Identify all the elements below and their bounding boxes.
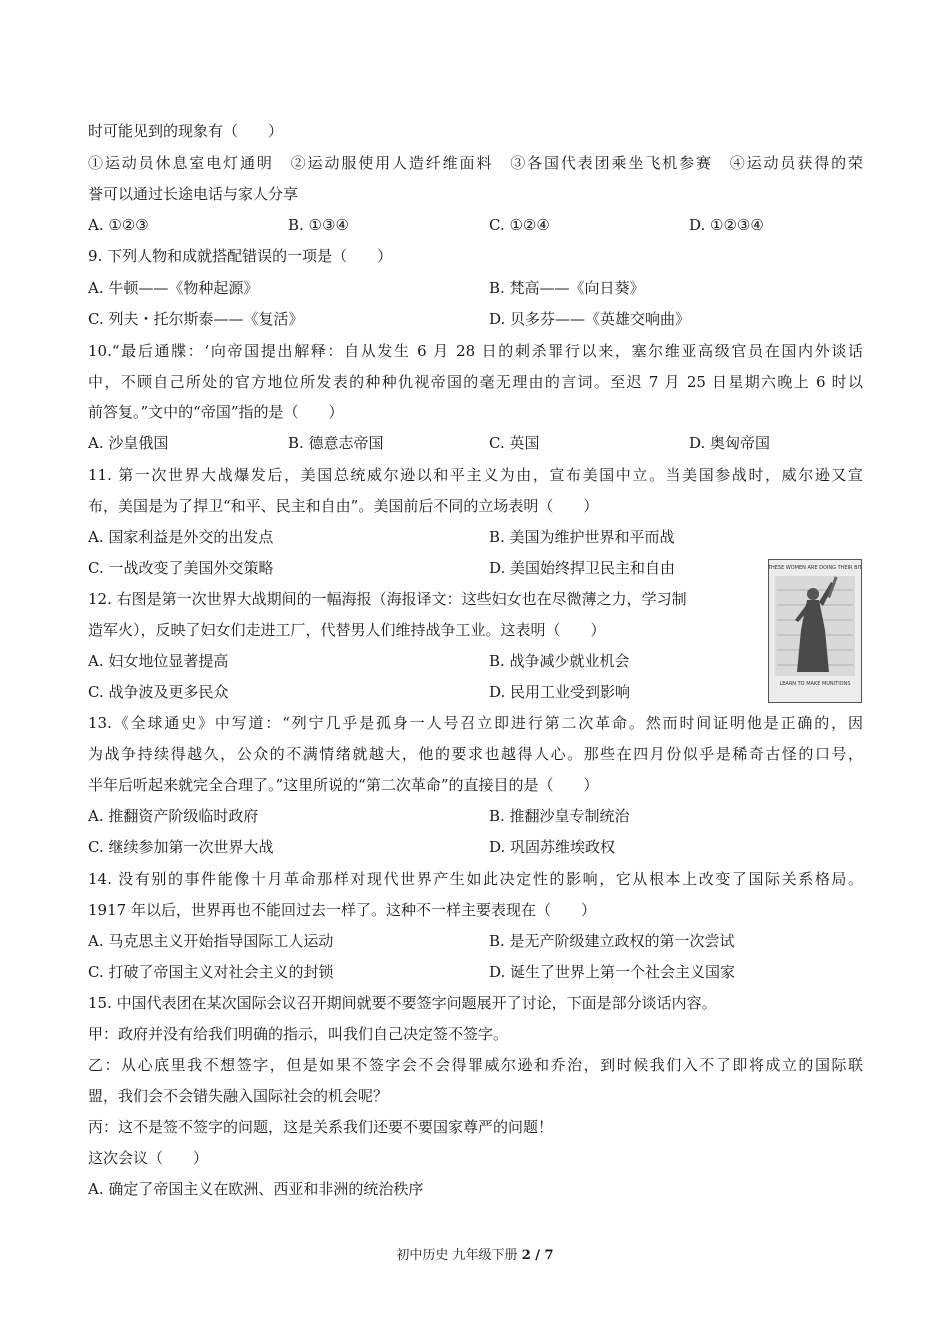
q8-stem-continued: 时可能见到的现象有（ ） [88, 122, 284, 140]
q10-option-c: C. 英国 [489, 434, 540, 452]
q9-option-a: A. 牛顿——《物种起源》 [88, 279, 259, 297]
q11-option-c: C. 一战改变了美国外交策略 [88, 559, 274, 577]
q11-stem-line1: 11. 第一次世界大战爆发后，美国总统威尔逊以和平主义为由，宣布美国中立。当美国参战时，威尔逊又宣 [88, 466, 863, 484]
q14-option-a: A. 马克思主义开始指导国际工人运动 [88, 932, 334, 950]
q10-stem-line1: 10.“最后通牒：‘向帝国提出解释：自从发生 6 月 28 日的刺杀罪行以来，塞尔维亚高级官员在国内外谈话 [88, 342, 863, 360]
q13-option-a: A. 推翻资产阶级临时政府 [88, 807, 259, 825]
q8-option-a: A. ①②③ [88, 216, 149, 234]
q15-stem: 15. 中国代表团在某次国际会议召开期间就要不要签字问题展开了讨论，下面是部分谈话内容。 [88, 994, 717, 1012]
q8-statements-line2: 誉可以通过长途电话与家人分享 [88, 185, 299, 203]
q11-option-d: D. 美国始终捍卫民主和自由 [489, 559, 676, 577]
q8-statements-line1: ①运动员休息室电灯通明 ②运动服使用人造纤维面料 ③各国代表团乘坐飞机参赛 ④运动员获得的荣 [88, 154, 863, 172]
q15-option-a: A. 确定了帝国主义在欧洲、西亚和非洲的统治秩序 [88, 1180, 424, 1198]
q15-dialogue-yi-line2: 盟，我们会不会错失融入国际社会的机会呢？ [88, 1087, 389, 1105]
q13-stem-line2: 为战争持续得越久，公众的不满情绪就越大，他的要求也越得人心。那些在四月份似乎是稀奇古怪的口号， [88, 745, 863, 763]
footer-label: 初中历史 九年级下册 [396, 1248, 518, 1263]
poster-bottom-text: LEARN TO MAKE MUNITIONS [779, 681, 851, 687]
q11-option-a: A. 国家利益是外交的出发点 [88, 528, 274, 546]
q13-option-d: D. 巩固苏维埃政权 [489, 838, 616, 856]
q9-stem: 9. 下列人物和成就搭配错误的一项是（ ） [88, 247, 393, 265]
q11-stem-line2: 布，美国是为了捍卫“和平、民主和自由”。美国前后不同的立场表明（ ） [88, 497, 599, 515]
q15-dialogue-yi-line1: 乙：从心底里我不想签字，但是如果不签字会不会得罪威尔逊和乔治，到时候我们入不了即将成立的国际联 [88, 1056, 863, 1074]
q9-option-c: C. 列夫・托尔斯泰——《复活》 [88, 310, 304, 328]
q13-stem-line1: 13.《全球通史》中写道：“列宁几乎是孤身一人号召立即进行第二次革命。然而时间证明他是正确的，因 [88, 714, 863, 732]
q8-option-c: C. ①②④ [489, 216, 550, 234]
q14-stem-line2: 1917 年以后，世界再也不能回过去一样了。这种不一样主要表现在（ ） [88, 901, 596, 919]
q8-option-b: B. ①③④ [288, 216, 349, 234]
q12-option-a: A. 妇女地位显著提高 [88, 652, 229, 670]
q14-option-c: C. 打破了帝国主义对社会主义的封锁 [88, 963, 334, 981]
q14-option-b: B. 是无产阶级建立政权的第一次尝试 [489, 932, 735, 950]
q9-option-b: B. 梵高——《向日葵》 [489, 279, 645, 297]
q15-dialogue-bing: 丙：这不是签不签字的问题，这是关系我们还要不要国家尊严的问题！ [88, 1118, 554, 1136]
footer-page-number: 2 / 7 [521, 1248, 554, 1263]
q15-question: 这次会议（ ） [88, 1149, 209, 1167]
q10-option-d: D. 奥匈帝国 [689, 434, 771, 452]
page-footer [0, 1244, 950, 1263]
q10-stem-line3: 前答复。”文中的“帝国”指的是（ ） [88, 403, 344, 421]
q12-stem-line2: 造军火），反映了妇女们走进工厂，代替男人们维持战争工业。这表明（ ） [88, 621, 606, 639]
q15-dialogue-jia: 甲：政府并没有给我们明确的指示，叫我们自己决定签不签字。 [88, 1025, 509, 1043]
poster-top-text: THESE WOMEN ARE DOING THEIR BIT [769, 565, 861, 571]
q14-stem-line1: 14. 没有别的事件能像十月革命那样对现代世界产生如此决定性的影响，它从根本上改变了国际关系格局。 [88, 870, 863, 888]
q12-option-c: C. 战争波及更多民众 [88, 683, 229, 701]
q12-stem-line1: 12. 右图是第一次世界大战期间的一幅海报（海报译文：这些妇女也在尽微薄之力，学习制 [88, 590, 687, 608]
q8-option-d: D. ①②③④ [689, 216, 764, 234]
q13-stem-line3: 半年后听起来就完全合理了。”这里所说的“第二次革命”的直接目的是（ ） [88, 776, 599, 794]
poster-illustration [769, 560, 861, 702]
q10-option-b: B. 德意志帝国 [288, 434, 384, 452]
q12-option-d: D. 民用工业受到影响 [489, 683, 631, 701]
q12-option-b: B. 战争减少就业机会 [489, 652, 630, 670]
q10-option-a: A. 沙皇俄国 [88, 434, 169, 452]
q9-option-d: D. 贝多芬——《英雄交响曲》 [489, 310, 691, 328]
q13-option-c: C. 继续参加第一次世界大战 [88, 838, 274, 856]
q10-stem-line2: 中，不顾自己所处的官方地位所发表的种种仇视帝国的毫无理由的言词。至迟 7 月 25 日星期六晚上 6 时以 [88, 373, 863, 391]
q14-option-d: D. 诞生了世界上第一个社会主义国家 [489, 963, 736, 981]
wwi-poster-image [768, 559, 862, 703]
q13-option-b: B. 推翻沙皇专制统治 [489, 807, 630, 825]
q11-option-b: B. 美国为维护世界和平而战 [489, 528, 675, 546]
